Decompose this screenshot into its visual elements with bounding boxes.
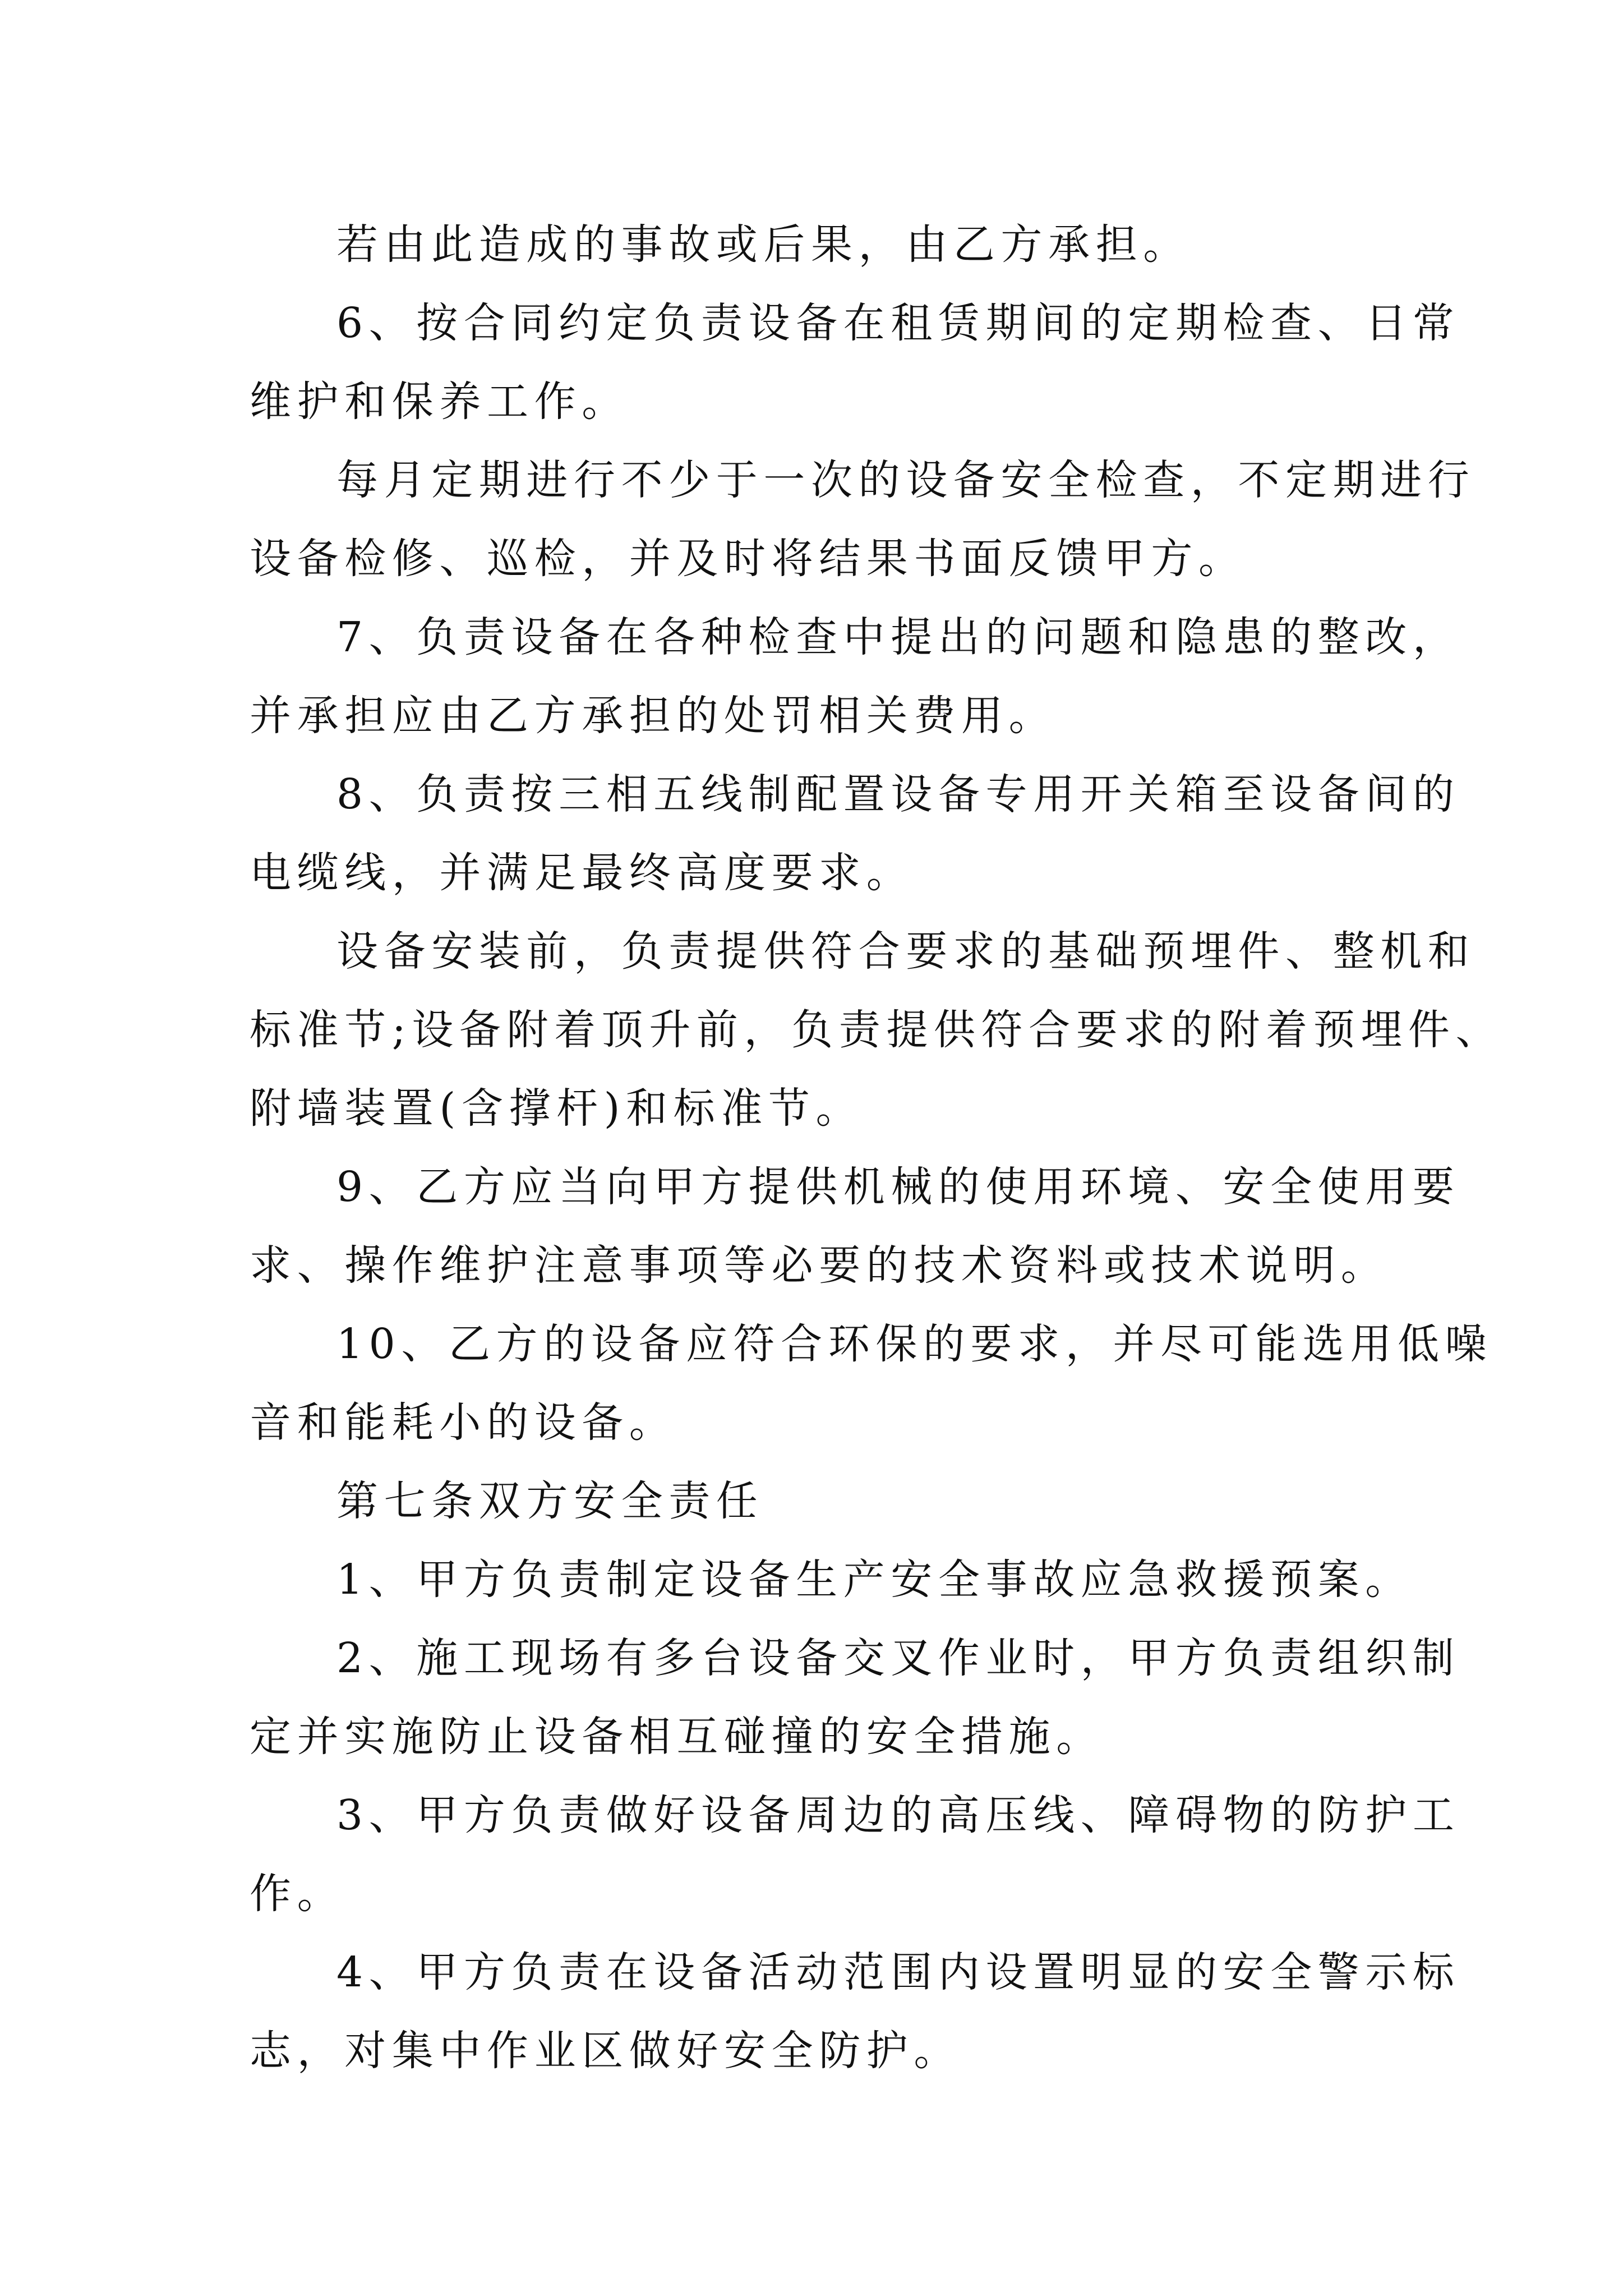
text-line: 3、甲方负责做好设备周边的高压线、障碍物的防护工 bbox=[336, 1791, 1460, 1839]
text-line: 4、甲方负责在设备活动范围内设置明显的安全警示标 bbox=[336, 1948, 1460, 1996]
text-line: 并承担应由乙方承担的处罚相关费用。 bbox=[250, 692, 1057, 740]
text-line: 1、甲方负责制定设备生产安全事故应急救援预案。 bbox=[336, 1556, 1413, 1604]
text-line: 8、负责按三相五线制配置设备专用开关箱至设备间的 bbox=[336, 770, 1460, 818]
text-line: 设备安装前，负责提供符合要求的基础预埋件、整机和 bbox=[336, 927, 1476, 976]
text-line: 维护和保养工作。 bbox=[250, 378, 629, 426]
text-line: 设备检修、巡检，并及时将结果书面反馈甲方。 bbox=[250, 535, 1246, 583]
text-line: 2、施工现场有多台设备交叉作业时，甲方负责组织制 bbox=[336, 1634, 1460, 1682]
text-line: 电缆线，并满足最终高度要求。 bbox=[250, 849, 914, 897]
text-line: 音和能耗小的设备。 bbox=[250, 1398, 677, 1447]
text-line: 7、负责设备在各种检查中提出的问题和隐患的整改， bbox=[336, 613, 1460, 661]
text-line: 6、按合同约定负责设备在租赁期间的定期检查、日常 bbox=[336, 299, 1460, 347]
text-line: 求、操作维护注意事项等必要的技术资料或技术说明。 bbox=[250, 1241, 1389, 1290]
text-line: 标准节;设备附着顶升前，负责提供符合要求的附着预埋件、 bbox=[250, 1006, 1504, 1054]
text-line: 定并实施防止设备相互碰撞的安全措施。 bbox=[250, 1713, 1104, 1761]
text-line: 9、乙方应当向甲方提供机械的使用环境、安全使用要 bbox=[336, 1163, 1460, 1211]
text-line: 若由此造成的事故或后果，由乙方承担。 bbox=[336, 220, 1191, 269]
text-line: 每月定期进行不少于一次的设备安全检查，不定期进行 bbox=[336, 456, 1476, 504]
text-line: 附墙装置(含撑杆)和标准节。 bbox=[250, 1084, 864, 1133]
text-line: 志，对集中作业区做好安全防护。 bbox=[250, 2027, 961, 2075]
section-heading: 第七条双方安全责任 bbox=[336, 1477, 764, 1525]
text-line: 10、乙方的设备应符合环保的要求，并尽可能选用低噪 bbox=[336, 1320, 1493, 1368]
text-line: 作。 bbox=[250, 1870, 345, 1918]
